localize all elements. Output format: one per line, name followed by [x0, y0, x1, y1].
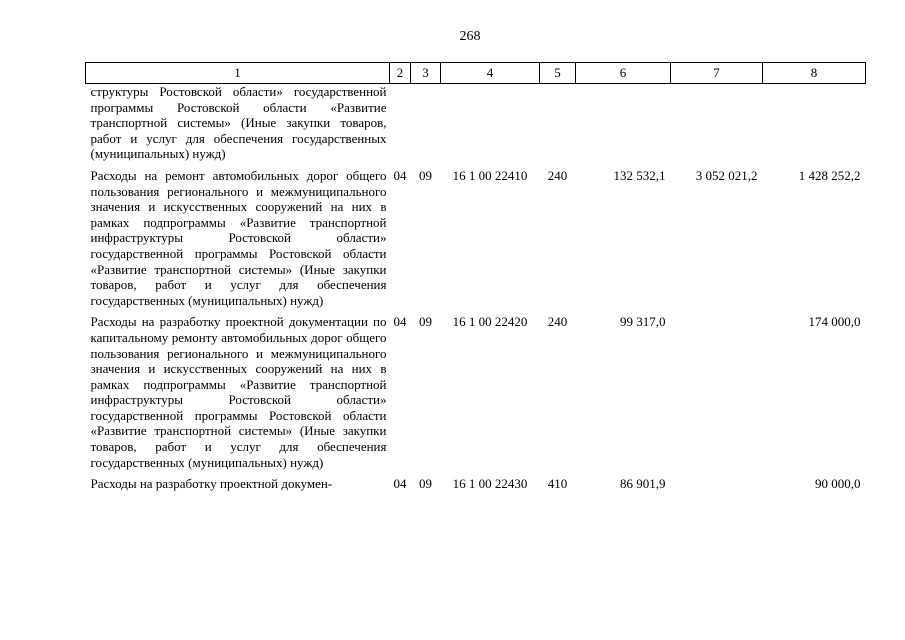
expense-type-code — [540, 84, 576, 162]
amount-column-6: 99 317,0 — [620, 314, 666, 330]
expense-type-code: 240 — [547, 167, 568, 183]
amount-column-7: 3 052 021,2 — [695, 167, 758, 183]
amount-column-8: 174 000,0 — [808, 314, 861, 330]
expense-type-code: 410 — [547, 476, 568, 492]
subsection-code: 09 — [419, 476, 432, 492]
column-header: 8 — [763, 63, 866, 84]
target-article-code: 16 1 00 22420 — [452, 314, 528, 330]
target-article-code — [441, 84, 540, 162]
amount-column-6: 132 532,1 — [613, 167, 666, 183]
column-header: 1 — [86, 63, 390, 84]
column-header: 6 — [576, 63, 671, 84]
column-header: 4 — [441, 63, 540, 84]
expense-type-code: 240 — [547, 314, 568, 330]
table-row — [86, 470, 866, 492]
section-code: 04 — [393, 314, 407, 330]
section-code — [390, 84, 411, 162]
table-header-row — [86, 63, 866, 84]
section-code: 04 — [393, 167, 407, 183]
amount-column-7 — [671, 470, 763, 492]
subsection-code — [411, 84, 441, 162]
table-row — [86, 308, 866, 470]
target-article-code: 16 1 00 22410 — [452, 167, 528, 183]
expense-description: Расходы на разработку проектной докумен- — [90, 476, 333, 492]
subsection-code: 09 — [419, 314, 432, 330]
amount-column-8: 90 000,0 — [815, 476, 861, 492]
target-article-code: 16 1 00 22430 — [452, 476, 528, 492]
expense-description: структуры Ростовской области» государственной программы Ростовской области «Развитие транспортной системы» (Иные закупки товаров, работ и услуг для обеспечения государственных (муниципальных) нужд) — [90, 84, 387, 162]
subsection-code: 09 — [419, 167, 432, 183]
column-header: 2 — [390, 63, 411, 84]
column-header: 3 — [411, 63, 441, 84]
amount-column-6: 86 901,9 — [620, 476, 666, 492]
amount-column-6 — [576, 84, 671, 162]
expense-description: Расходы на ремонт автомобильных дорог общего пользования регионального и межмуниципального значения и искусственных сооружений на них в рамках подпрограммы «Развитие транспортной инфраструктуры Ростовской области» государственной программы Ростовской области «Развитие транспортной системы» (Иные закупки товаров, работ и услуг для обеспечения государственных (муниципальных) нужд) — [90, 167, 387, 308]
amount-column-7 — [671, 84, 763, 162]
column-header: 5 — [540, 63, 576, 84]
amount-column-8: 1 428 252,2 — [798, 167, 861, 183]
column-header: 7 — [671, 63, 763, 84]
table-row — [86, 84, 866, 162]
budget-table — [85, 62, 866, 492]
table-row — [86, 162, 866, 308]
page-number: 268 — [459, 29, 481, 44]
section-code: 04 — [393, 476, 407, 492]
expense-description: Расходы на разработку проектной документации по капитальному ремонту автомобильных дорог общего пользования регионального и межмуниципального значения и искусственных сооружений на них в рамках подпрограммы «Развитие транспортной инфраструктуры Ростовской области» государственной программы Ростовской области «Развитие транспортной системы» (Иные закупки товаров, работ и услуг для обеспечения государственных (муниципальных) нужд) — [90, 314, 387, 470]
amount-column-7 — [671, 308, 763, 470]
amount-column-8 — [763, 84, 866, 162]
